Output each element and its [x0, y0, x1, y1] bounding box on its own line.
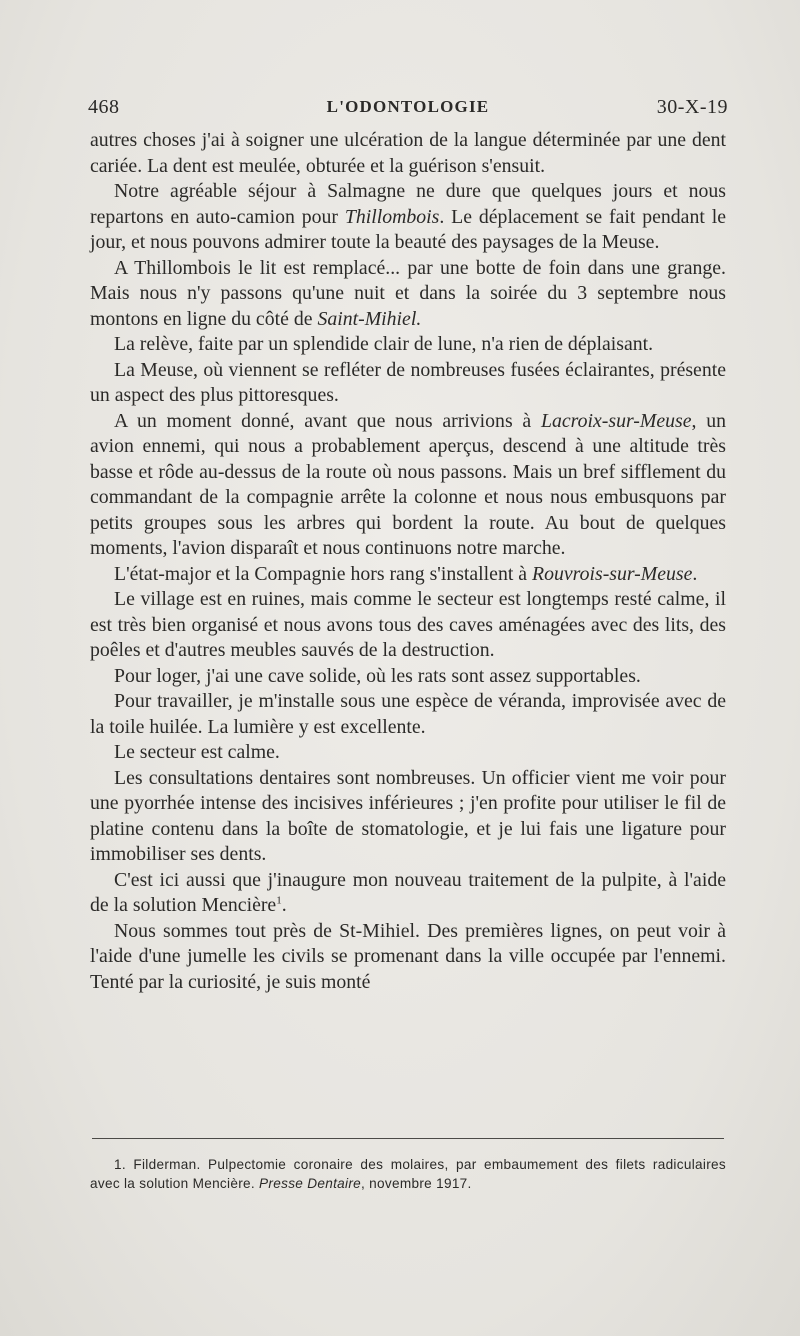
italic-text: Thillombois	[344, 205, 440, 228]
text-run: La Meuse, où viennent se refléter de nombreuses fusées éclairantes, présente un aspect des plus pittoresques.	[90, 358, 726, 406]
paragraph	[90, 587, 726, 664]
footnote-divider	[92, 1138, 724, 1139]
issue-date: 30-X-19	[656, 96, 728, 118]
paragraph	[90, 409, 726, 562]
paragraph	[90, 358, 726, 409]
italic-text: Presse Dentaire	[259, 1176, 362, 1191]
italic-text: Lacroix-sur-Meuse	[541, 409, 692, 432]
paragraph	[90, 689, 726, 740]
paragraph	[90, 128, 726, 179]
paragraph	[90, 562, 726, 588]
page-number: 468	[88, 96, 120, 118]
paragraph	[90, 740, 726, 766]
text-run: Pour travailler, je m'installe sous une espèce de véranda, improvisée avec de la toile huilée. La lumière y est excellente.	[90, 690, 726, 738]
paragraph	[90, 868, 726, 919]
text-run: Le village est en ruines, mais comme le secteur est longtemps resté calme, il est très bien organisé et nous avons tous des caves aménagées avec des lits, des poêles et d'autres meubles sauvés de la destruction.	[90, 588, 726, 661]
text-run: A Thillombois le lit est remplacé... par une botte de foin dans une grange. Mais nous n'y passons qu'une nuit et dans la soirée du 3 septembre nous montons en ligne du côté de	[90, 256, 726, 330]
text-run: . Le déplacement se fait pendant le jour, et nous pouvons admirer toute la beauté des paysages de la Meuse.	[90, 205, 726, 253]
text-run: , novembre 1917.	[361, 1176, 472, 1191]
paragraph	[90, 664, 726, 690]
paragraph	[90, 919, 726, 996]
footnote-ref: 1	[276, 894, 282, 907]
text-run: , un avion ennemi, qui nous a probablement aperçus, descend à une altitude très basse et rôde au-dessus de la route où nous passons. Mais un bref sifflement du commandant de la compagnie arrête la colonne et nous nous embusquons par petits groupes sous les arbres qui bordent la route. Au bout de quelques moments, l'avion disparaît et nous continuons notre marche.	[90, 409, 727, 559]
text-run: autres choses j'ai à soigner une ulcération de la langue déterminée par une dent cariée. La dent est meulée, obturée et la guérison s'ensuit.	[90, 129, 726, 177]
journal-title: L'ODONTOLOGIE	[326, 97, 490, 116]
paragraph	[90, 179, 726, 256]
text-run: Pour loger, j'ai une cave solide, où les rats sont assez supportables.	[114, 664, 641, 687]
text-run: L'état-major et la Compagnie hors rang s'installent à	[114, 562, 533, 585]
text-run: Le secteur est calme.	[114, 741, 280, 763]
text-run: 1. Filderman. Pulpectomie coronaire des molaires, par embaumement des filets radiculaires avec la solution Mencière.	[90, 1157, 726, 1191]
text-run: .	[692, 562, 698, 585]
text-run: A un moment donné, avant que nous arrivions à	[114, 409, 541, 432]
paragraph	[90, 256, 726, 333]
italic-text: Rouvrois-sur-Meuse	[532, 562, 693, 585]
text-run: .	[281, 894, 287, 916]
text-run: Notre agréable séjour à Salmagne ne dure que quelques jours et nous repartons en auto-camion pour	[90, 180, 726, 228]
footnote	[90, 1155, 726, 1193]
paragraph	[90, 332, 726, 358]
text-run: C'est ici aussi que j'inaugure mon nouveau traitement de la pulpite, à l'aide de la solution Mencière	[90, 868, 726, 916]
running-header	[88, 96, 728, 126]
paragraph	[90, 766, 726, 868]
italic-text: Saint-Mihiel.	[317, 307, 422, 330]
text-run: La relève, faite par un splendide clair de lune, n'a rien de déplaisant.	[114, 333, 654, 355]
text-run: Nous sommes tout près de St-Mihiel. Des premières lignes, on peut voir à l'aide d'une jumelle les civils se promenant dans la ville occupée par l'ennemi. Tenté par la curiosité, je suis monté	[90, 919, 726, 993]
main-text	[90, 128, 726, 995]
text-run: Les consultations dentaires sont nombreuses. Un officier vient me voir pour une pyorrhée intense des incisives inférieures ; j'en profite pour utiliser le fil de platine contenu dans la boîte de stomatologie, et je lui fais une ligature pour immobiliser ses dents.	[90, 766, 726, 865]
